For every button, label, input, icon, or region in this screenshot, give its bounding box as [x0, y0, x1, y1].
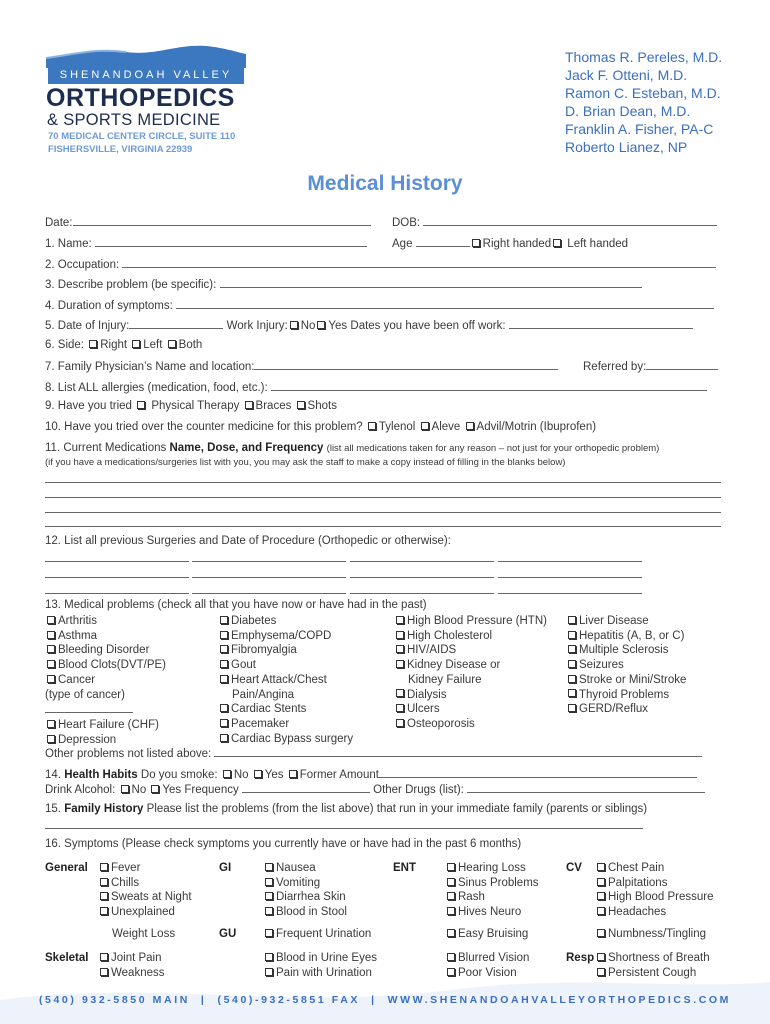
no-label: No: [300, 320, 316, 332]
doctor-name: Roberto Lianez, NP: [565, 139, 688, 155]
cancer-type-field[interactable]: [45, 702, 133, 713]
type-cancer-label: (type of cancer): [45, 688, 125, 701]
tylenol-label: Tylenol: [378, 421, 416, 433]
injury-date-label: 5. Date of Injury:: [45, 320, 130, 332]
problems-col-4: [566, 614, 686, 717]
former-label: Former Amount: [299, 769, 379, 781]
symptom-checkbox[interactable]: [597, 892, 605, 900]
logo-address-1: 70 MEDICAL CENTER CIRCLE, SUITE 110: [48, 131, 236, 142]
symptoms-skeletal: Skeletal Joint Pain Weakness: [45, 952, 165, 979]
footer-wave-graphic: [0, 960, 770, 1024]
right-handed-checkbox[interactable]: [472, 239, 480, 247]
symptoms-general: General Fever Chills Sweats at Night Unexplained: [45, 862, 192, 918]
surgery-line[interactable]: [498, 577, 642, 578]
problem-item[interactable]: Multiple Sclerosis: [566, 643, 686, 658]
problem-item[interactable]: High Cholesterol: [394, 629, 547, 644]
other-drugs-field[interactable]: [467, 782, 705, 793]
surgery-line[interactable]: [350, 561, 494, 562]
family-history-label: Family History: [64, 803, 144, 815]
symptom-checkbox[interactable]: [100, 878, 108, 886]
work-injury-yes-checkbox[interactable]: [317, 321, 325, 329]
surgery-line[interactable]: [498, 593, 642, 594]
symptoms-vision: Blurred Vision Poor Vision: [445, 951, 529, 980]
meds-note: (if you have a medications/surgeries list with you, you may ask the staff to make a copy instead of filling in the blanks below): [45, 457, 566, 468]
shots-label: Shots: [307, 400, 337, 412]
symptom-checkbox[interactable]: [265, 863, 273, 871]
problem-item[interactable]: Ulcers: [394, 702, 547, 717]
drink-yes-checkbox[interactable]: [151, 785, 159, 793]
allergies-field[interactable]: [271, 380, 707, 391]
symptoms-cv: CV Chest Pain Palpitations High Blood Pressure Headaches: [566, 862, 714, 918]
shots-checkbox[interactable]: [297, 401, 305, 409]
symptoms-resp: Resp Shortness of Breath Persistent Cough: [566, 952, 710, 979]
general-heading: General: [45, 862, 88, 874]
drink-frequency-field[interactable]: [242, 782, 370, 793]
numbness-item[interactable]: Numbness/Tingling: [595, 928, 706, 940]
other-problems-label: Other problems not listed above:: [45, 748, 212, 760]
drink-no-checkbox[interactable]: [121, 785, 129, 793]
dob-field[interactable]: [423, 215, 717, 226]
doctor-name: Franklin A. Fisher, PA-C: [565, 121, 714, 137]
age-label: Age: [392, 238, 413, 250]
problem-item[interactable]: Bleeding Disorder: [45, 643, 166, 658]
problem-item[interactable]: HIV/AIDS: [394, 643, 547, 658]
gu-heading: GU: [219, 928, 237, 940]
meds-line[interactable]: [45, 526, 721, 527]
symptom-checkbox[interactable]: [265, 878, 273, 886]
left-label: Left: [143, 339, 163, 351]
pt-label: Physical Therapy: [151, 400, 240, 412]
doctor-list: [565, 48, 722, 156]
doctor-name: Thomas R. Pereles, M.D.: [565, 49, 723, 65]
problem-item[interactable]: Fibromyalgia: [218, 643, 353, 658]
work-injury-no-checkbox[interactable]: [290, 321, 298, 329]
symptom-checkbox[interactable]: [100, 907, 108, 915]
duration-label: 4. Duration of symptoms:: [45, 300, 173, 312]
problem-item[interactable]: Arthritis: [45, 614, 166, 629]
other-problems-field[interactable]: [214, 746, 702, 757]
symptom-checkbox[interactable]: [447, 878, 455, 886]
duration-field[interactable]: [176, 298, 714, 309]
meds-label: 11. Current Medications: [45, 442, 167, 454]
left-handed-label: Left handed: [567, 238, 629, 250]
symptoms-urine: Blood in Urine Eyes Pain with Urination: [263, 951, 377, 980]
dates-off-label: Dates you have been off work:: [350, 320, 506, 332]
physician-label: 7. Family Physician’s Name and location:: [45, 361, 255, 373]
advil-label: Advil/Motrin (Ibuprofen): [476, 421, 597, 433]
weight-loss-label: Weight Loss: [112, 928, 176, 940]
injury-date-field[interactable]: [129, 318, 223, 329]
surgery-line[interactable]: [45, 593, 189, 594]
problem-item[interactable]: Blood Clots(DVT/PE): [45, 658, 166, 673]
problem-item[interactable]: Liver Disease: [566, 614, 686, 629]
logo-band: SHENANDOAH VALLEY: [48, 66, 244, 84]
meds-line[interactable]: [45, 482, 721, 483]
tried-label: 9. Have you tried: [45, 400, 132, 412]
problem-item[interactable]: Asthma: [45, 629, 166, 644]
symptom-checkbox[interactable]: [265, 907, 273, 915]
cv-heading: CV: [566, 862, 582, 874]
smoke-former-checkbox[interactable]: [289, 770, 297, 778]
braces-checkbox[interactable]: [245, 401, 253, 409]
symptom-checkbox[interactable]: [265, 929, 273, 937]
pain-angina-label: Pain/Angina: [232, 688, 295, 701]
left-handed-checkbox[interactable]: [553, 239, 561, 247]
problems-col-2: [218, 614, 353, 746]
problem-item[interactable]: Emphysema/COPD: [218, 629, 353, 644]
logo-sports-medicine: & SPORTS MEDICINE: [47, 111, 221, 129]
problem-item[interactable]: Stroke or Mini/Stroke: [566, 673, 686, 688]
problem-label: 3. Describe problem (be specific):: [45, 279, 217, 291]
drink-label: Drink Alcohol:: [45, 784, 116, 796]
side-label: 6. Side:: [45, 339, 84, 351]
right-label: Right: [100, 339, 128, 351]
logo-address-2: FISHERSVILLE, VIRGINIA 22939: [48, 144, 193, 155]
skeletal-heading: Skeletal: [45, 952, 89, 964]
age-field[interactable]: [416, 236, 470, 247]
occupation-field[interactable]: [122, 257, 716, 268]
family-history-text: Please list the problems (from the list above) that run in your immediate family (parents or siblings): [146, 803, 648, 815]
symptom-checkbox[interactable]: [597, 907, 605, 915]
problem-item[interactable]: Thyroid Problems: [566, 688, 686, 703]
kidney-failure-label: Kidney Failure: [408, 673, 482, 686]
yes-frequency-label: Yes Frequency: [162, 784, 239, 796]
problem-item[interactable]: Pacemaker: [218, 717, 353, 732]
logo-orthopedics: ORTHOPEDICS: [46, 84, 235, 112]
advil-checkbox[interactable]: [466, 422, 474, 430]
symptom-checkbox[interactable]: [100, 863, 108, 871]
symptom-checkbox[interactable]: [597, 863, 605, 871]
problems-col-1: [45, 614, 166, 747]
page-title: Medical History: [307, 172, 463, 195]
meds-line[interactable]: [45, 512, 721, 513]
gi-heading: GI: [219, 862, 232, 874]
logo-mountain-graphic: [46, 44, 246, 68]
ent-heading: ENT: [393, 862, 416, 874]
problem-item[interactable]: Kidney Disease or: [394, 658, 547, 673]
problem-item[interactable]: Cardiac Stents: [218, 702, 353, 717]
surgery-line[interactable]: [45, 561, 189, 562]
problem-item[interactable]: Cardiac Bypass surgery: [218, 732, 353, 747]
surgery-line[interactable]: [192, 561, 346, 562]
side-right-checkbox[interactable]: [89, 340, 97, 348]
meds-line[interactable]: [45, 497, 721, 498]
symptom-checkbox[interactable]: [265, 892, 273, 900]
yes-label: Yes: [328, 320, 348, 332]
fh-num: 15.: [45, 803, 61, 815]
symptom-checkbox[interactable]: [447, 863, 455, 871]
problem-item[interactable]: Gout: [218, 658, 353, 673]
problem-item[interactable]: Diabetes: [218, 614, 353, 629]
symptom-checkbox[interactable]: [447, 892, 455, 900]
date-label: Date:: [45, 217, 73, 229]
bruising-item[interactable]: Easy Bruising: [445, 928, 528, 940]
surgery-line[interactable]: [192, 593, 346, 594]
referred-label: Referred by:: [583, 361, 647, 373]
otc-label: 10. Have you tried over the counter medicine for this problem?: [45, 421, 363, 433]
no-label: No: [233, 769, 249, 781]
problems-col-3: [394, 614, 547, 732]
surgeries-label: 12. List all previous Surgeries and Date of Procedure (Orthopedic or otherwise):: [45, 535, 451, 547]
problem-item[interactable]: Hepatitis (A, B, or C): [566, 629, 686, 644]
surgery-line[interactable]: [498, 561, 642, 562]
doctor-name: D. Brian Dean, M.D.: [565, 103, 691, 119]
problem-item[interactable]: High Blood Pressure (HTN): [394, 614, 547, 629]
name-label: 1. Name:: [45, 238, 92, 250]
footer-contact: (540) 932-5850 MAIN | (540)-932-5851 FAX | WWW.SHENANDOAHVALLEYORTHOPEDICS.COM: [38, 994, 732, 1006]
no-label: No: [131, 784, 147, 796]
dates-off-field[interactable]: [509, 318, 693, 329]
doctor-name: Ramon C. Esteban, M.D.: [565, 85, 721, 101]
resp-heading: Resp: [566, 952, 595, 964]
symptoms-gi: GI Nausea Vomiting Diarrhea Skin Blood in Stool: [219, 862, 347, 918]
yes-label: Yes: [264, 769, 284, 781]
family-history-field[interactable]: [45, 828, 643, 829]
symptoms-label: 16. Symptoms (Please check symptoms you currently have or have had in the past 6 months): [45, 838, 522, 850]
health-habits-label: Health Habits: [64, 769, 138, 781]
meds-note-inline: (list all medications taken for any reason – not just for your orthopedic problem): [326, 443, 660, 454]
aleve-label: Aleve: [431, 421, 461, 433]
meds-bold-label: Name, Dose, and Frequency: [169, 442, 324, 454]
problem-item[interactable]: Dialysis: [394, 688, 547, 703]
symptom-checkbox[interactable]: [100, 892, 108, 900]
work-injury-label: Work Injury:: [226, 320, 288, 332]
both-label: Both: [178, 339, 203, 351]
surgery-line[interactable]: [350, 577, 494, 578]
physician-field[interactable]: [254, 359, 558, 370]
smoke-amount-field[interactable]: [379, 767, 697, 778]
problem-item[interactable]: Depression: [45, 733, 166, 748]
dob-label: DOB:: [392, 217, 421, 229]
problem-item[interactable]: Seizures: [566, 658, 686, 673]
tylenol-checkbox[interactable]: [368, 422, 376, 430]
surgery-line[interactable]: [45, 577, 189, 578]
problem-item[interactable]: GERD/Reflux: [566, 702, 686, 717]
symptoms-ent: ENT Hearing Loss Sinus Problems Rash Hives Neuro: [393, 862, 539, 918]
smoke-label: Do you smoke:: [140, 769, 218, 781]
referred-field[interactable]: [646, 359, 718, 370]
problems-label: 13. Medical problems (check all that you have now or have had in the past): [45, 599, 427, 611]
allergies-label: 8. List ALL allergies (medication, food, etc.):: [45, 382, 268, 394]
name-field[interactable]: [95, 236, 367, 247]
braces-label: Braces: [255, 400, 292, 412]
problem-item[interactable]: Cancer: [45, 673, 166, 688]
problem-item[interactable]: Heart Failure (CHF): [45, 718, 166, 733]
gu-row: GU Frequent Urination: [219, 928, 372, 940]
doctor-name: Jack F. Otteni, M.D.: [565, 67, 688, 83]
pt-checkbox[interactable]: [137, 401, 145, 409]
hh-num: 14.: [45, 769, 61, 781]
right-handed-label: Right handed: [482, 238, 552, 250]
other-drugs-label: Other Drugs (list):: [373, 784, 464, 796]
surgery-line[interactable]: [192, 577, 346, 578]
symptom-checkbox[interactable]: [447, 907, 455, 915]
symptom-checkbox[interactable]: [597, 878, 605, 886]
aleve-checkbox[interactable]: [421, 422, 429, 430]
surgery-line[interactable]: [350, 593, 494, 594]
date-field[interactable]: [73, 215, 371, 226]
smoke-no-checkbox[interactable]: [223, 770, 231, 778]
problem-item[interactable]: Osteoporosis: [394, 717, 547, 732]
problem-field[interactable]: [220, 277, 642, 288]
side-left-checkbox[interactable]: [132, 340, 140, 348]
problem-item[interactable]: Heart Attack/Chest: [218, 673, 353, 688]
side-both-checkbox[interactable]: [168, 340, 176, 348]
smoke-yes-checkbox[interactable]: [254, 770, 262, 778]
occupation-label: 2. Occupation:: [45, 259, 120, 271]
